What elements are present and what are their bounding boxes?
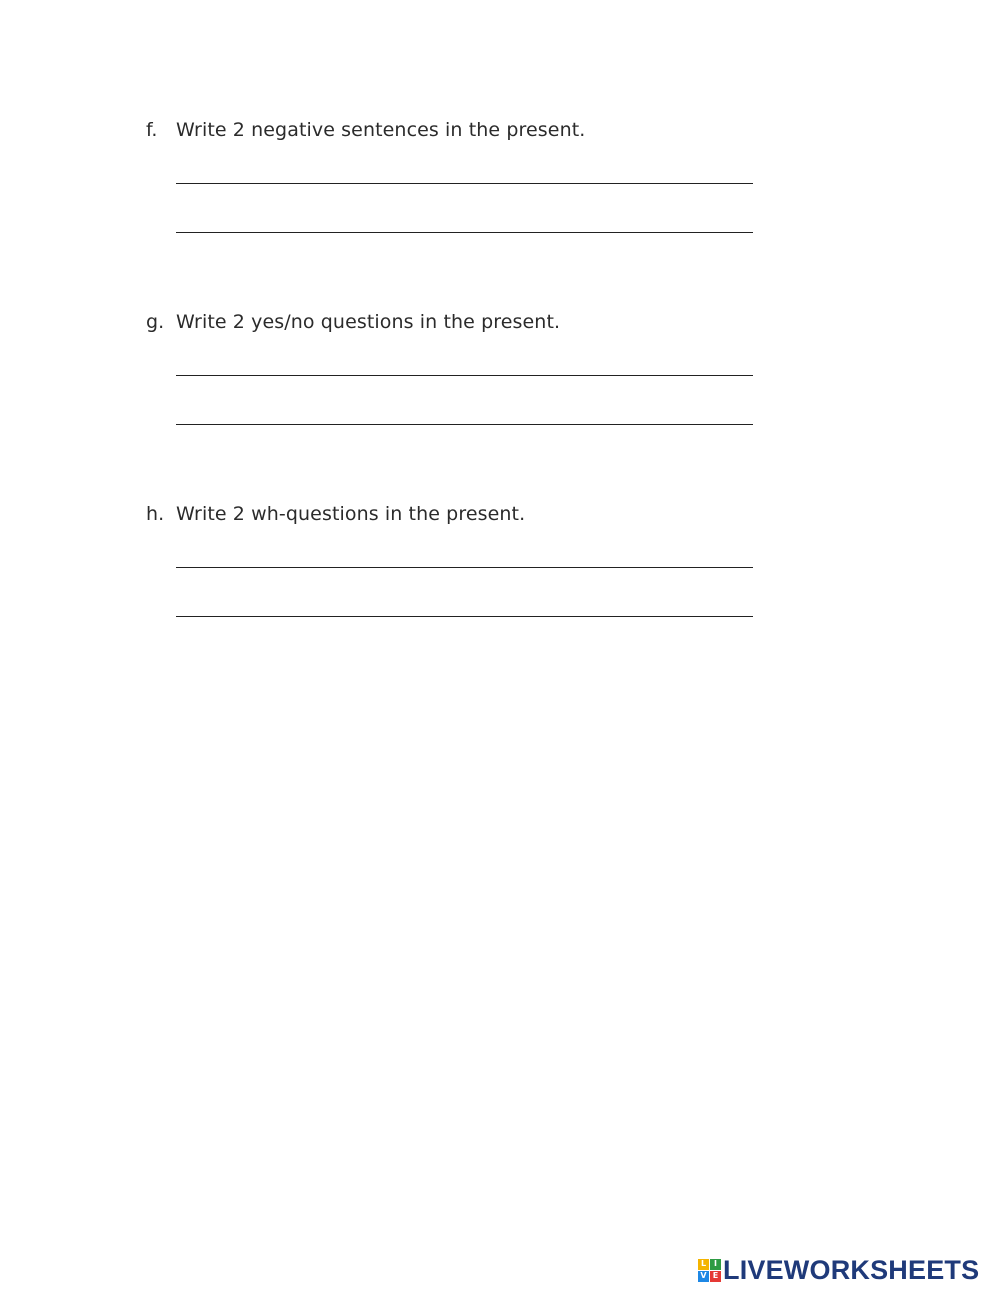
answer-line-2[interactable] [176,232,753,233]
answer-line-2[interactable] [176,616,753,617]
logo-block: L [698,1259,709,1270]
logo-text: LIVEWORKSHEETS [723,1255,980,1285]
answer-line-1[interactable] [176,375,753,376]
question-prompt [146,502,766,526]
answer-line-1[interactable] [176,183,753,184]
logo-blocks-icon [698,1259,721,1282]
question-prompt [146,310,766,334]
question-g [146,310,766,334]
question-text: Write 2 negative sentences in the present. [176,119,586,141]
question-text: Write 2 wh-questions in the present. [176,503,526,525]
question-h [146,502,766,526]
logo-block: E [710,1271,721,1282]
question-letter: f. [146,119,158,141]
answer-line-2[interactable] [176,424,753,425]
question-text: Write 2 yes/no questions in the present. [176,311,561,333]
question-f [146,118,766,142]
logo-block: I [710,1259,721,1270]
answer-line-1[interactable] [176,567,753,568]
question-letter: h. [146,503,165,525]
logo-block: V [698,1271,709,1282]
question-prompt [146,118,766,142]
question-letter: g. [146,311,165,333]
liveworksheets-logo [698,1256,979,1284]
